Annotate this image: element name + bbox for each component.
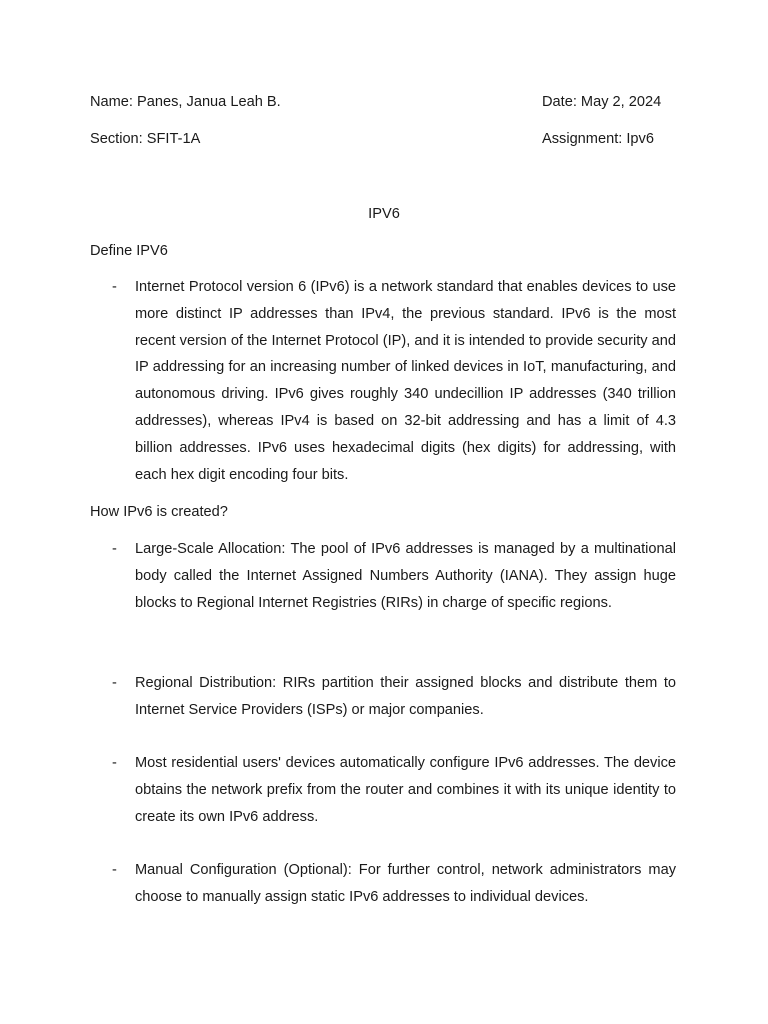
page-title: IPV6 [368,206,400,222]
how-heading: How IPv6 is created? [90,504,228,520]
bullet-text: Most residential users' devices automatically configure IPv6 addresses. The device obtains the network prefix from the router and combines it with its unique identity to create its own IPv6 address. [135,755,676,825]
bullet-text: Internet Protocol version 6 (IPv6) is a network standard that enables devices to use more distinct IP addresses than IPv4, the previous standard. IPv6 is the most recent version of the Internet Protocol (IP), and it is intended to provide security and IP addressing for an increasing number of linked devices in IoT, manufacturing, and autonomous driving. IPv6 gives roughly 340 undecillion IP addresses (340 trillion addresses), whereas IPv4 is based on 32-bit addressing and has a limit of 4.3 billion addresses. IPv6 uses hexadecimal digits (hex digits) for addressing, with each hex digit encoding four bits. [135,279,676,483]
bullet-text: Regional Distribution: RIRs partition their assigned blocks and distribute them to Internet Service Providers (ISPs) or major companies. [135,675,676,718]
header-row-1 [90,92,678,112]
bullet-marker: - [112,279,117,295]
how-bullet-2 [90,670,678,724]
student-section: Section: SFIT-1A [90,131,201,147]
how-bullet-1 [90,536,678,616]
student-name: Name: Panes, Janua Leah B. [90,94,281,110]
how-bullet-4 [90,857,678,911]
bullet-marker: - [112,675,117,691]
assignment-date: Date: May 2, 2024 [542,94,662,110]
how-bullet-3 [90,750,678,830]
bullet-text: Manual Configuration (Optional): For further control, network administrators may choose to manually assign static IPv6 addresses to individual devices. [135,862,676,905]
bullet-marker: - [112,755,117,771]
bullet-text: Large-Scale Allocation: The pool of IPv6 addresses is managed by a multinational body called the Internet Assigned Numbers Authority (IANA). They assign huge blocks to Regional Internet Registries (RIRs) in charge of specific regions. [135,541,676,611]
header-row-2 [90,129,678,149]
define-heading: Define IPV6 [90,243,168,259]
bullet-marker: - [112,862,117,878]
assignment-name: Assignment: Ipv6 [542,131,654,147]
define-bullet-1 [90,274,678,488]
bullet-marker: - [112,541,117,557]
